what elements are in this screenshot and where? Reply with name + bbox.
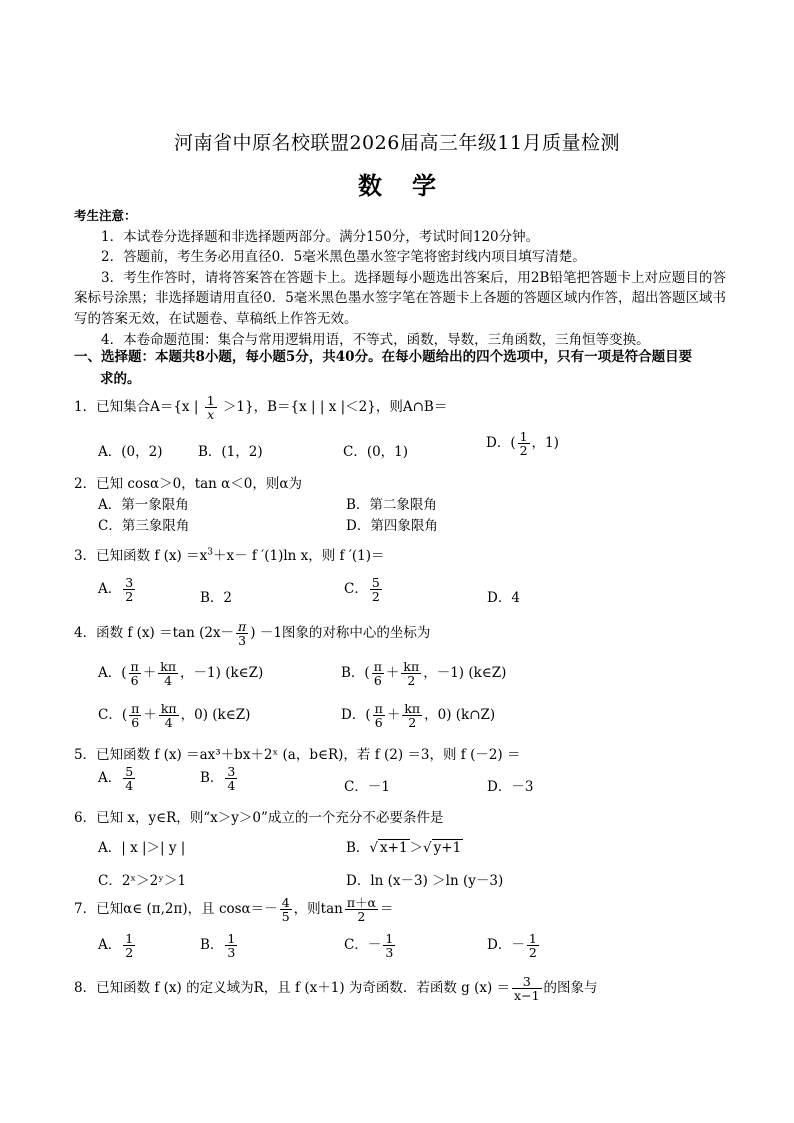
option-d[interactable]: D．4 xyxy=(487,590,520,606)
question-4: 4．函数 f (x) ＝tan (2x－ $\frac{\pi}{3}$ ) －1图象的对称中心的坐标为 xyxy=(74,619,431,649)
option-a[interactable]: A． $\frac{3}{2}$ xyxy=(98,575,134,605)
option-a[interactable]: A．第一象限角 xyxy=(98,497,189,513)
option-d[interactable]: D．－3 xyxy=(487,779,534,795)
notice-heading: 考生注意： xyxy=(74,208,137,223)
fraction: $\frac{1}{x}$ xyxy=(206,393,215,423)
option-c[interactable]: C．－ $\frac{1}{3}$ xyxy=(344,931,394,961)
question-3: 3．已知函数 f $(x) =x^3+x- f$ ′(1)ln x，则 f ′(1)＝ xyxy=(74,547,385,564)
notice-item: 1．本试卷分选择题和非选择题两部分。满分150分，考试时间120分钟。 xyxy=(101,228,540,245)
question-2: 2．已知 cosα＞0，tan α＜0，则α为 xyxy=(74,476,302,492)
option-b[interactable]: B． $\frac{3}{4}$ xyxy=(200,764,236,794)
notice-item: 3．考生作答时，请将答案答在答题卡上。选择题每小题选出答案后，用2B铅笔把答题卡上对应题目的答案标号涂黑；非选择题请用直径0．5毫米黑色墨水签字笔在答题卡上各题的答题区域内作答，超出答题区域书写的答案无效，在试题卷、草稿纸上作答无效。 xyxy=(74,269,726,327)
option-d[interactable]: D．( $\frac{1}{2}$ ，1) xyxy=(486,429,559,459)
question-1: 1．已知集合A＝{x | $\frac{1}{x}$ ＞1}，B＝{x | | x |＜2}，则A∩B＝ xyxy=(74,393,448,423)
notice-item: 2．答题前，考生务必用直径0．5毫米黑色墨水签字笔将密封线内项目填写清楚。 xyxy=(101,249,586,266)
option-b[interactable]: B．(1，2) xyxy=(198,444,263,460)
question-5: 5．已知函数 f (x) ＝ax³＋bx＋2ˣ (a，b∈R)，若 f (2) ＝3，则 f (－2) ＝ xyxy=(74,747,521,763)
option-b[interactable]: B．( $\frac{\pi}{6}$ ＋ $\frac{k\pi}{2}$ ，－1) (k∈Z) xyxy=(341,659,507,689)
option-c[interactable]: C．(0，1) xyxy=(343,444,409,460)
option-c[interactable]: C．( $\frac{\pi}{6}$ ＋ $\frac{k\pi}{4}$ ，0) (k∈Z) xyxy=(98,701,251,731)
option-a[interactable]: A． $\frac{5}{4}$ xyxy=(98,764,134,794)
notice-block xyxy=(74,206,726,350)
option-a[interactable]: A． $\frac{1}{2}$ xyxy=(98,931,134,961)
option-d[interactable]: D．( $\frac{\pi}{6}$ ＋ $\frac{k\pi}{2}$ ，0) (k∩Z) xyxy=(341,701,496,731)
option-b[interactable]: B． $\frac{1}{3}$ xyxy=(200,931,236,961)
question-8: 8．已知函数 f (x) 的定义域为R，且 f (x＋1) 为奇函数．若函数 g (x) ＝ $\frac{3}{x-1}$ 的图象与 xyxy=(74,974,598,1004)
option-b[interactable]: B．第二象限角 xyxy=(346,497,437,513)
exam-title: 河南省中原名校联盟2026届高三年级11月质量检测 xyxy=(173,132,621,154)
question-6: 6．已知 x，y∈R，则“x＞y＞0”成立的一个充分不必要条件是 xyxy=(74,810,444,826)
option-c[interactable]: C． $\frac{5}{2}$ xyxy=(344,575,380,605)
option-c[interactable]: C．2ˣ＞2ʸ＞1 xyxy=(98,873,187,889)
option-b[interactable]: B．√ x+1 ＞√ y+1 xyxy=(346,840,462,856)
notice-item: 4．本卷命题范围：集合与常用逻辑用语，不等式，函数，导数，三角函数，三角恒等变换。 xyxy=(101,331,650,348)
option-d[interactable]: D．ln (x－3) ＞ln (y－3) xyxy=(346,873,504,889)
option-a[interactable]: A．(0，2) xyxy=(98,444,163,460)
option-b[interactable]: B．2 xyxy=(200,590,233,606)
section-heading: 一、选择题：本题共8小题，每小题5分，共40分。在每小题给出的四个选项中，只有一项是符合题目要 求的。 xyxy=(74,349,693,387)
question-7: 7．已知α∈ (π,2π)，且 cosα＝－ $\frac{4}{5}$ ，则tan $\frac{\pi+\alpha}{2}$ ＝ xyxy=(74,895,394,925)
option-c[interactable]: C．－1 xyxy=(344,779,390,795)
subject-title: 数学 xyxy=(358,171,466,200)
option-a[interactable]: A．( $\frac{\pi}{6}$ ＋ $\frac{k\pi}{4}$ ，－1) (k∈Z) xyxy=(98,659,264,689)
option-c[interactable]: C．第三象限角 xyxy=(98,518,190,534)
option-d[interactable]: D．第四象限角 xyxy=(346,518,438,534)
option-d[interactable]: D．－ $\frac{1}{2}$ xyxy=(487,931,537,961)
option-a[interactable]: A．| x |＞| y | xyxy=(98,840,186,856)
